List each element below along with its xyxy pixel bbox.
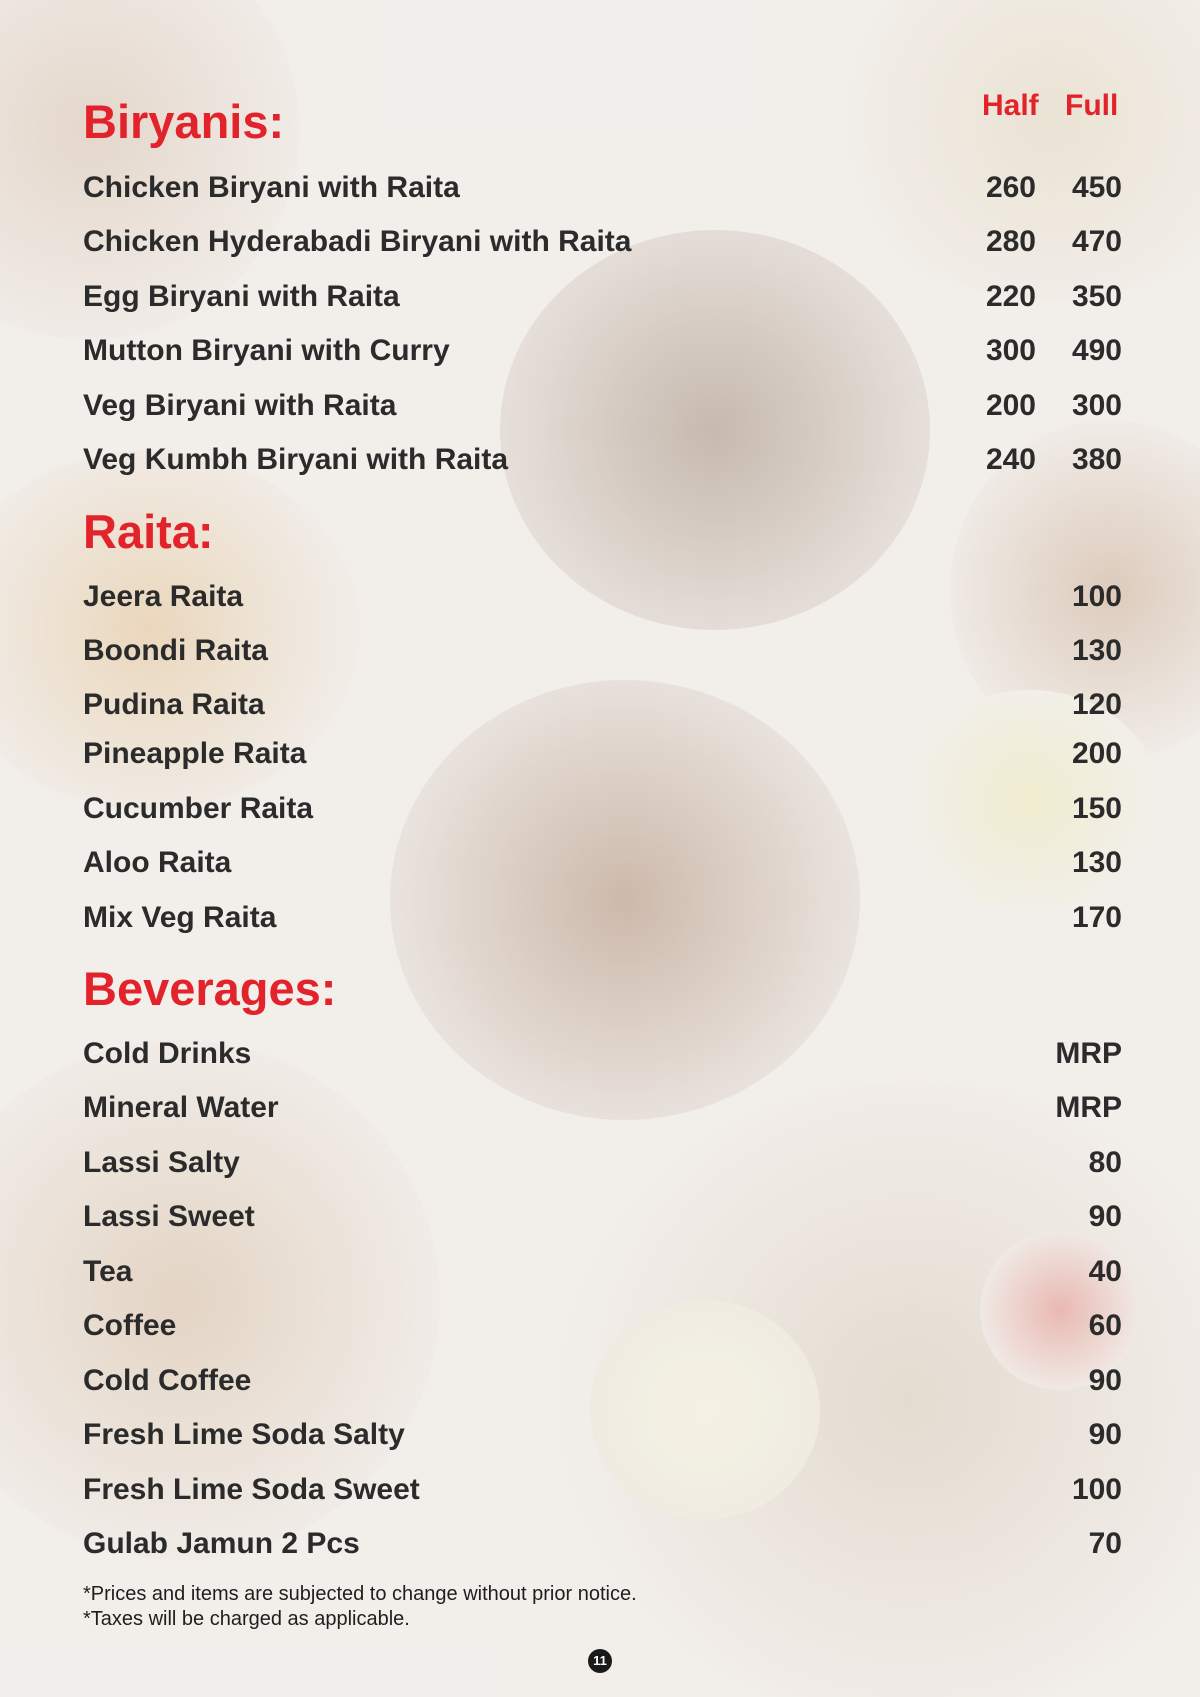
menu-item — [83, 1090, 1122, 1126]
item-name: Cold Coffee — [83, 1364, 252, 1397]
item-price: MRP — [1055, 1091, 1122, 1124]
item-price-half: 240 — [985, 443, 1036, 476]
item-price-half: 260 — [985, 171, 1036, 204]
item-name: Cold Drinks — [83, 1037, 252, 1070]
menu-item — [83, 1145, 1122, 1181]
item-price: 100 — [1071, 1473, 1122, 1506]
item-price-half: 220 — [985, 280, 1036, 313]
item-name: Veg Kumbh Biryani with Raita — [83, 443, 509, 476]
item-name: Fresh Lime Soda Sweet — [83, 1473, 420, 1506]
menu-item — [83, 170, 1122, 206]
menu-item — [83, 1199, 1122, 1235]
item-name: Lassi Salty — [83, 1146, 240, 1179]
item-price: 120 — [1071, 688, 1122, 721]
item-name: Fresh Lime Soda Salty — [83, 1418, 405, 1451]
item-price-full: 350 — [1071, 280, 1122, 313]
menu-item — [83, 333, 1122, 369]
item-name: Mutton Biryani with Curry — [83, 334, 450, 367]
menu-item — [83, 1526, 1122, 1562]
item-price: 150 — [1071, 792, 1122, 825]
item-price-full: 380 — [1071, 443, 1122, 476]
price-change-note: *Prices and items are subjected to change without prior notice. — [83, 1583, 637, 1605]
menu-item — [83, 633, 1122, 669]
item-name: Pudina Raita — [83, 688, 265, 721]
item-price-half: 300 — [985, 334, 1036, 367]
item-price: 90 — [1088, 1364, 1122, 1397]
item-price: 70 — [1088, 1527, 1122, 1560]
item-name: Cucumber Raita — [83, 792, 314, 825]
item-price: 80 — [1088, 1146, 1122, 1179]
menu-item — [83, 1472, 1122, 1508]
item-price: 200 — [1071, 737, 1122, 770]
menu-item — [83, 579, 1122, 615]
item-price-full: 300 — [1071, 389, 1122, 422]
item-name: Gulab Jamun 2 Pcs — [83, 1527, 360, 1560]
full-column-header: Full — [1065, 89, 1119, 122]
menu-item — [83, 388, 1122, 424]
tax-note: *Taxes will be charged as applicable. — [83, 1608, 410, 1630]
item-price-full: 470 — [1071, 225, 1122, 258]
item-name: Boondi Raita — [83, 634, 268, 667]
menu-item — [83, 736, 1122, 772]
item-name: Chicken Hyderabadi Biryani with Raita — [83, 225, 632, 258]
item-price: 100 — [1071, 580, 1122, 613]
menu-item — [83, 279, 1122, 315]
item-name: Lassi Sweet — [83, 1200, 255, 1233]
item-price: 90 — [1088, 1200, 1122, 1233]
item-price: 60 — [1088, 1309, 1122, 1342]
item-name: Coffee — [83, 1309, 177, 1342]
menu-item — [83, 1254, 1122, 1290]
item-price: 90 — [1088, 1418, 1122, 1451]
menu-item — [83, 1417, 1122, 1453]
item-price: 170 — [1071, 901, 1122, 934]
menu-item — [83, 791, 1122, 827]
item-price-half: 280 — [985, 225, 1036, 258]
menu-item — [83, 1308, 1122, 1344]
item-name: Aloo Raita — [83, 846, 232, 879]
menu-item — [83, 687, 1122, 723]
item-name: Veg Biryani with Raita — [83, 389, 397, 422]
item-name: Pineapple Raita — [83, 737, 307, 770]
section-title-beverages: Beverages: — [83, 962, 337, 1015]
item-name: Mineral Water — [83, 1091, 279, 1124]
menu-item — [83, 1363, 1122, 1399]
item-name: Chicken Biryani with Raita — [83, 171, 460, 204]
item-price-half: 200 — [985, 389, 1036, 422]
menu-item — [83, 442, 1122, 478]
item-price: 130 — [1071, 634, 1122, 667]
item-price: 40 — [1088, 1255, 1122, 1288]
item-price-full: 490 — [1071, 334, 1122, 367]
item-name: Egg Biryani with Raita — [83, 280, 400, 313]
menu-item — [83, 224, 1122, 260]
menu-item — [83, 845, 1122, 881]
section-title-biryanis: Biryanis: — [83, 95, 285, 148]
half-column-header: Half — [982, 89, 1039, 122]
item-price-full: 450 — [1071, 171, 1122, 204]
menu-item — [83, 1036, 1122, 1072]
item-name: Tea — [83, 1255, 133, 1288]
page-number: 11 — [588, 1649, 612, 1673]
section-title-raita: Raita: — [83, 505, 214, 558]
item-name: Jeera Raita — [83, 580, 244, 613]
menu-item — [83, 900, 1122, 936]
item-price: 130 — [1071, 846, 1122, 879]
item-price: MRP — [1055, 1037, 1122, 1070]
item-name: Mix Veg Raita — [83, 901, 277, 934]
